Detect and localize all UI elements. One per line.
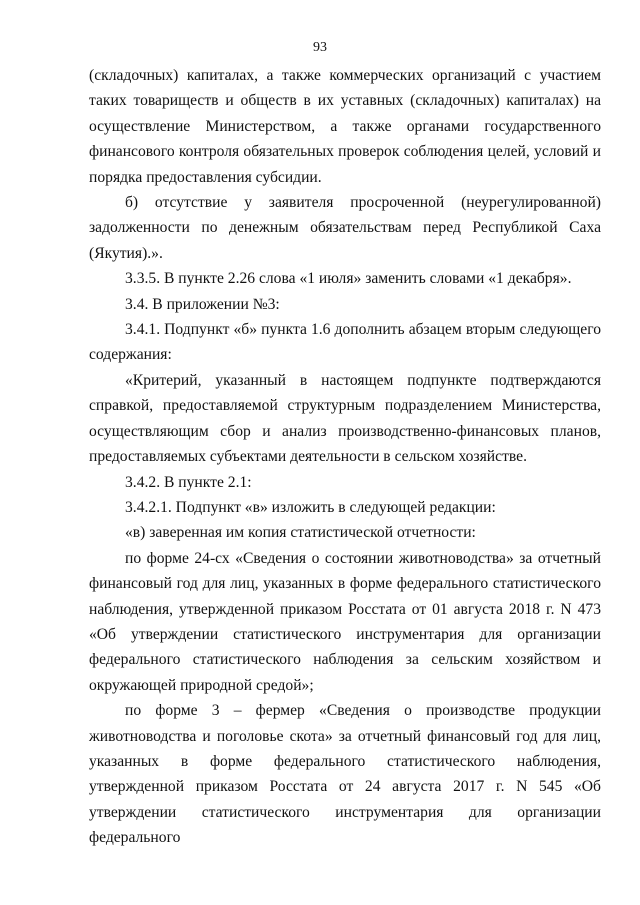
paragraph: (складочных) капиталах, а также коммерческих организаций с участием таких товариществ и обществ в их уставных (складочных) капиталах) на осуществление Министерством, а также органами государственного финансового контроля обязательных проверок соблюдения целей, условий и порядка предоставления субсидии. — [89, 67, 601, 186]
paragraph: 3.4.1. Подпункт «б» пункта 1.6 дополнить абзацем вторым следующего содержания: — [89, 321, 601, 364]
paragraph: «в) заверенная им копия статистической отчетности: — [125, 524, 476, 542]
page-number: 93 — [313, 40, 327, 55]
paragraph: б) отсутствие у заявителя просроченной (неурегулированной) задолженности по денежным обязательствам перед Республикой Саха (Якутия).». — [89, 194, 601, 262]
paragraph: 3.4. В приложении №3: — [125, 295, 280, 313]
paragraph: по форме 3 – фермер «Сведения о производстве продукции животноводства и поголовье скота» за отчетный финансовый год для лиц, указанных в форме федерального статистического наблюдения, утвержденной приказом Росстата от 24 августа 2017 г. N 545 «Об утверждении статистического инструментария для организации федерального — [89, 702, 601, 847]
paragraph: 3.4.2.1. Подпункт «в» изложить в следующей редакции: — [125, 498, 496, 516]
paragraph: 3.3.5. В пункте 2.26 слова «1 июля» заменить словами «1 декабря». — [125, 270, 572, 288]
paragraph: «Критерий, указанный в настоящем подпункте подтверждаются справкой, предоставляемой структурным подразделением Министерства, осуществляющим сбор и анализ производственно-финансовых планов, предоставляемых субъектами деятельности в сельском хозяйстве. — [89, 371, 601, 466]
paragraph: по форме 24-сх «Сведения о состоянии животноводства» за отчетный финансовый год для лиц, указанных в форме федерального статистического наблюдения, утвержденной приказом Росстата от 01 августа 2018 г. N 473 «Об утверждении статистического инструментария для организации федерального статистического наблюдения за сельским хозяйством и окружающей природной средой»; — [89, 549, 601, 694]
document-body — [89, 63, 601, 851]
paragraph: 3.4.2. В пункте 2.1: — [125, 473, 252, 491]
